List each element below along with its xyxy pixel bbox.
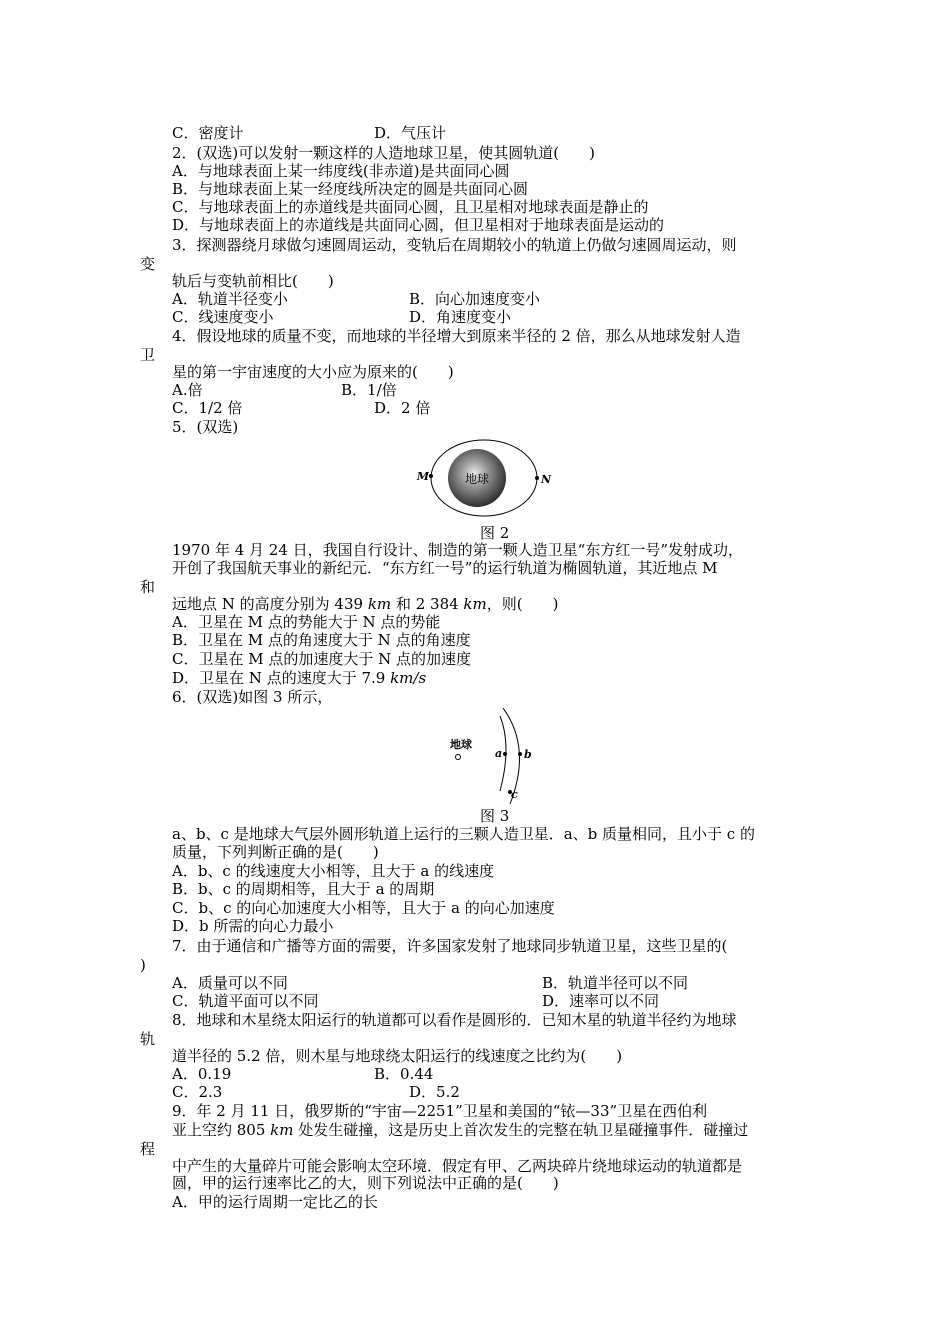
- q3-stem-line1: 3．探测器绕月球做匀速圆周运动，变轨后在周期较小的轨道上仍做匀速圆周运动，则: [172, 236, 737, 254]
- point-n-label: N: [541, 473, 552, 486]
- q3-margin-char: 变: [140, 255, 156, 273]
- q1-option-d: D．气压计: [374, 124, 447, 142]
- q6-option-c: C．b、c 的向心加速度大小相等，且大于 a 的向心加速度: [172, 899, 555, 917]
- satellite-orbits-figure: [440, 706, 550, 804]
- q7-option-b: B．轨道半径可以不同: [542, 974, 689, 992]
- q5-option-c: C．卫星在 M 点的加速度大于 N 点的加速度: [172, 650, 472, 668]
- q9-stem-line3: 中产生的大量碎片可能会影响太空环境．假定有甲、乙两块碎片绕地球运动的轨道都是: [172, 1157, 743, 1175]
- satellite-a-label: a: [495, 747, 503, 760]
- q7-margin-char: ): [140, 956, 146, 974]
- earth-label: 地球: [450, 738, 472, 751]
- q5-option-a: A．卫星在 M 点的势能大于 N 点的势能: [172, 613, 441, 631]
- q7-option-d: D．速率可以不同: [542, 992, 660, 1010]
- q5-stem: 5．(双选): [172, 418, 239, 436]
- q3-option-d: D．角速度变小: [409, 308, 512, 326]
- q6-option-d: D．b 所需的向心力最小: [172, 917, 334, 935]
- q9-stem-line1: 9．年 2 月 11 日，俄罗斯的“宇宙—2251”卫星和美国的“铱—33”卫星在西伯利: [172, 1102, 708, 1120]
- q8-stem-line1: 8．地球和木星绕太阳运行的轨道都可以看作是圆形的．已知木星的轨道半径约为地球: [172, 1011, 737, 1029]
- point-m-dot: [429, 474, 433, 478]
- q3-option-b: B．向心加速度变小: [409, 290, 541, 308]
- point-m-label: M: [416, 470, 429, 483]
- q5-option-d: D．卫星在 N 点的速度大于 7.9 km/s: [172, 669, 427, 687]
- earth-label: 地球: [464, 472, 490, 486]
- satellite-c-label: c: [511, 788, 518, 801]
- q1-option-c: C．密度计: [172, 124, 244, 142]
- q9-margin-char: 程: [140, 1140, 156, 1158]
- q7-stem-line1: 7．由于通信和广播等方面的需要，许多国家发射了地球同步轨道卫星，这些卫星的(: [172, 937, 728, 955]
- q4-option-b: B．1/倍: [341, 381, 397, 399]
- q8-option-a: A．0.19: [172, 1065, 232, 1083]
- orbit-figure: [416, 436, 552, 524]
- q5-text-line1: 1970 年 4 月 24 日，我国自行设计、制造的第一颗人造卫星“东方红一号”发射成功，: [172, 541, 743, 559]
- point-n-dot: [535, 476, 539, 480]
- q9-stem-line4: 圆，甲的运行速率比乙的大，则下列说法中正确的是( ): [172, 1174, 559, 1192]
- q5-text-line3: 远地点 N 的高度分别为 439 km 和 2 384 km，则( ): [172, 595, 559, 613]
- q4-option-d: D．2 倍: [374, 399, 431, 417]
- figure-2-caption: 图 2: [480, 524, 510, 542]
- q4-option-c: C．1/2 倍: [172, 399, 243, 417]
- q2-option-a: A．与地球表面上某一纬度线(非赤道)是共面同心圆: [172, 162, 510, 180]
- q5-option-b: B．卫星在 M 点的角速度大于 N 点的角速度: [172, 631, 471, 649]
- q6-text-line1: a、b、c 是地球大气层外圆形轨道上运行的三颗人造卫星．a、b 质量相同，且小于 c 的: [172, 825, 755, 843]
- q7-option-c: C．轨道平面可以不同: [172, 992, 319, 1010]
- q2-option-b: B．与地球表面上某一经度线所决定的圆是共面同心圆: [172, 180, 529, 198]
- q8-option-d: D．5.2: [409, 1083, 460, 1101]
- satellite-a-dot: [503, 752, 507, 756]
- q5-margin-char: 和: [140, 578, 156, 596]
- q8-option-b: B．0.44: [374, 1065, 434, 1083]
- earth-dot: [456, 755, 461, 760]
- q8-margin-char: 轨: [140, 1030, 156, 1048]
- q4-stem-line2: 星的第一宇宙速度的大小应为原来的( ): [172, 363, 454, 381]
- q4-margin-char: 卫: [140, 346, 156, 364]
- q6-text-line2: 质量，下列判断正确的是( ): [172, 843, 379, 861]
- q2-option-c: C．与地球表面上的赤道线是共面同心圆，且卫星相对地球表面是静止的: [172, 198, 649, 216]
- q2-stem: 2．(双选)可以发射一颗这样的人造地球卫星，使其圆轨道( ): [172, 144, 595, 162]
- q3-stem-line2: 轨后与变轨前相比( ): [172, 272, 334, 290]
- q9-option-a: A．甲的运行周期一定比乙的长: [172, 1193, 378, 1211]
- q5-text-line2: 开创了我国航天事业的新纪元．“东方红一号”的运行轨道为椭圆轨道，其近地点 M: [172, 559, 718, 577]
- q8-option-c: C．2.3: [172, 1083, 223, 1101]
- q8-stem-line2: 道半径的 5.2 倍，则木星与地球绕太阳运行的线速度之比约为( ): [172, 1047, 623, 1065]
- satellite-b-label: b: [524, 748, 532, 761]
- q6-option-b: B．b、c 的周期相等，且大于 a 的周期: [172, 880, 435, 898]
- q6-stem: 6．(双选)如图 3 所示，: [172, 688, 333, 706]
- satellite-b-dot: [518, 752, 522, 756]
- q7-option-a: A．质量可以不同: [172, 974, 288, 992]
- q6-option-a: A．b、c 的线速度大小相等，且大于 a 的线速度: [172, 862, 495, 880]
- q3-option-a: A．轨道半径变小: [172, 290, 288, 308]
- q2-option-d: D．与地球表面上的赤道线是共面同心圆，但卫星相对于地球表面是运动的: [172, 216, 665, 234]
- q9-stem-line2: 亚上空约 805 km 处发生碰撞，这是历史上首次发生的完整在轨卫星碰撞事件．碰撞过: [172, 1121, 749, 1139]
- q3-option-c: C．线速度变小: [172, 308, 274, 326]
- q4-stem-line1: 4．假设地球的质量不变，而地球的半径增大到原来半径的 2 倍，那么从地球发射人造: [172, 327, 741, 345]
- q4-option-a: A.倍: [172, 381, 203, 399]
- figure-3-caption: 图 3: [480, 807, 510, 825]
